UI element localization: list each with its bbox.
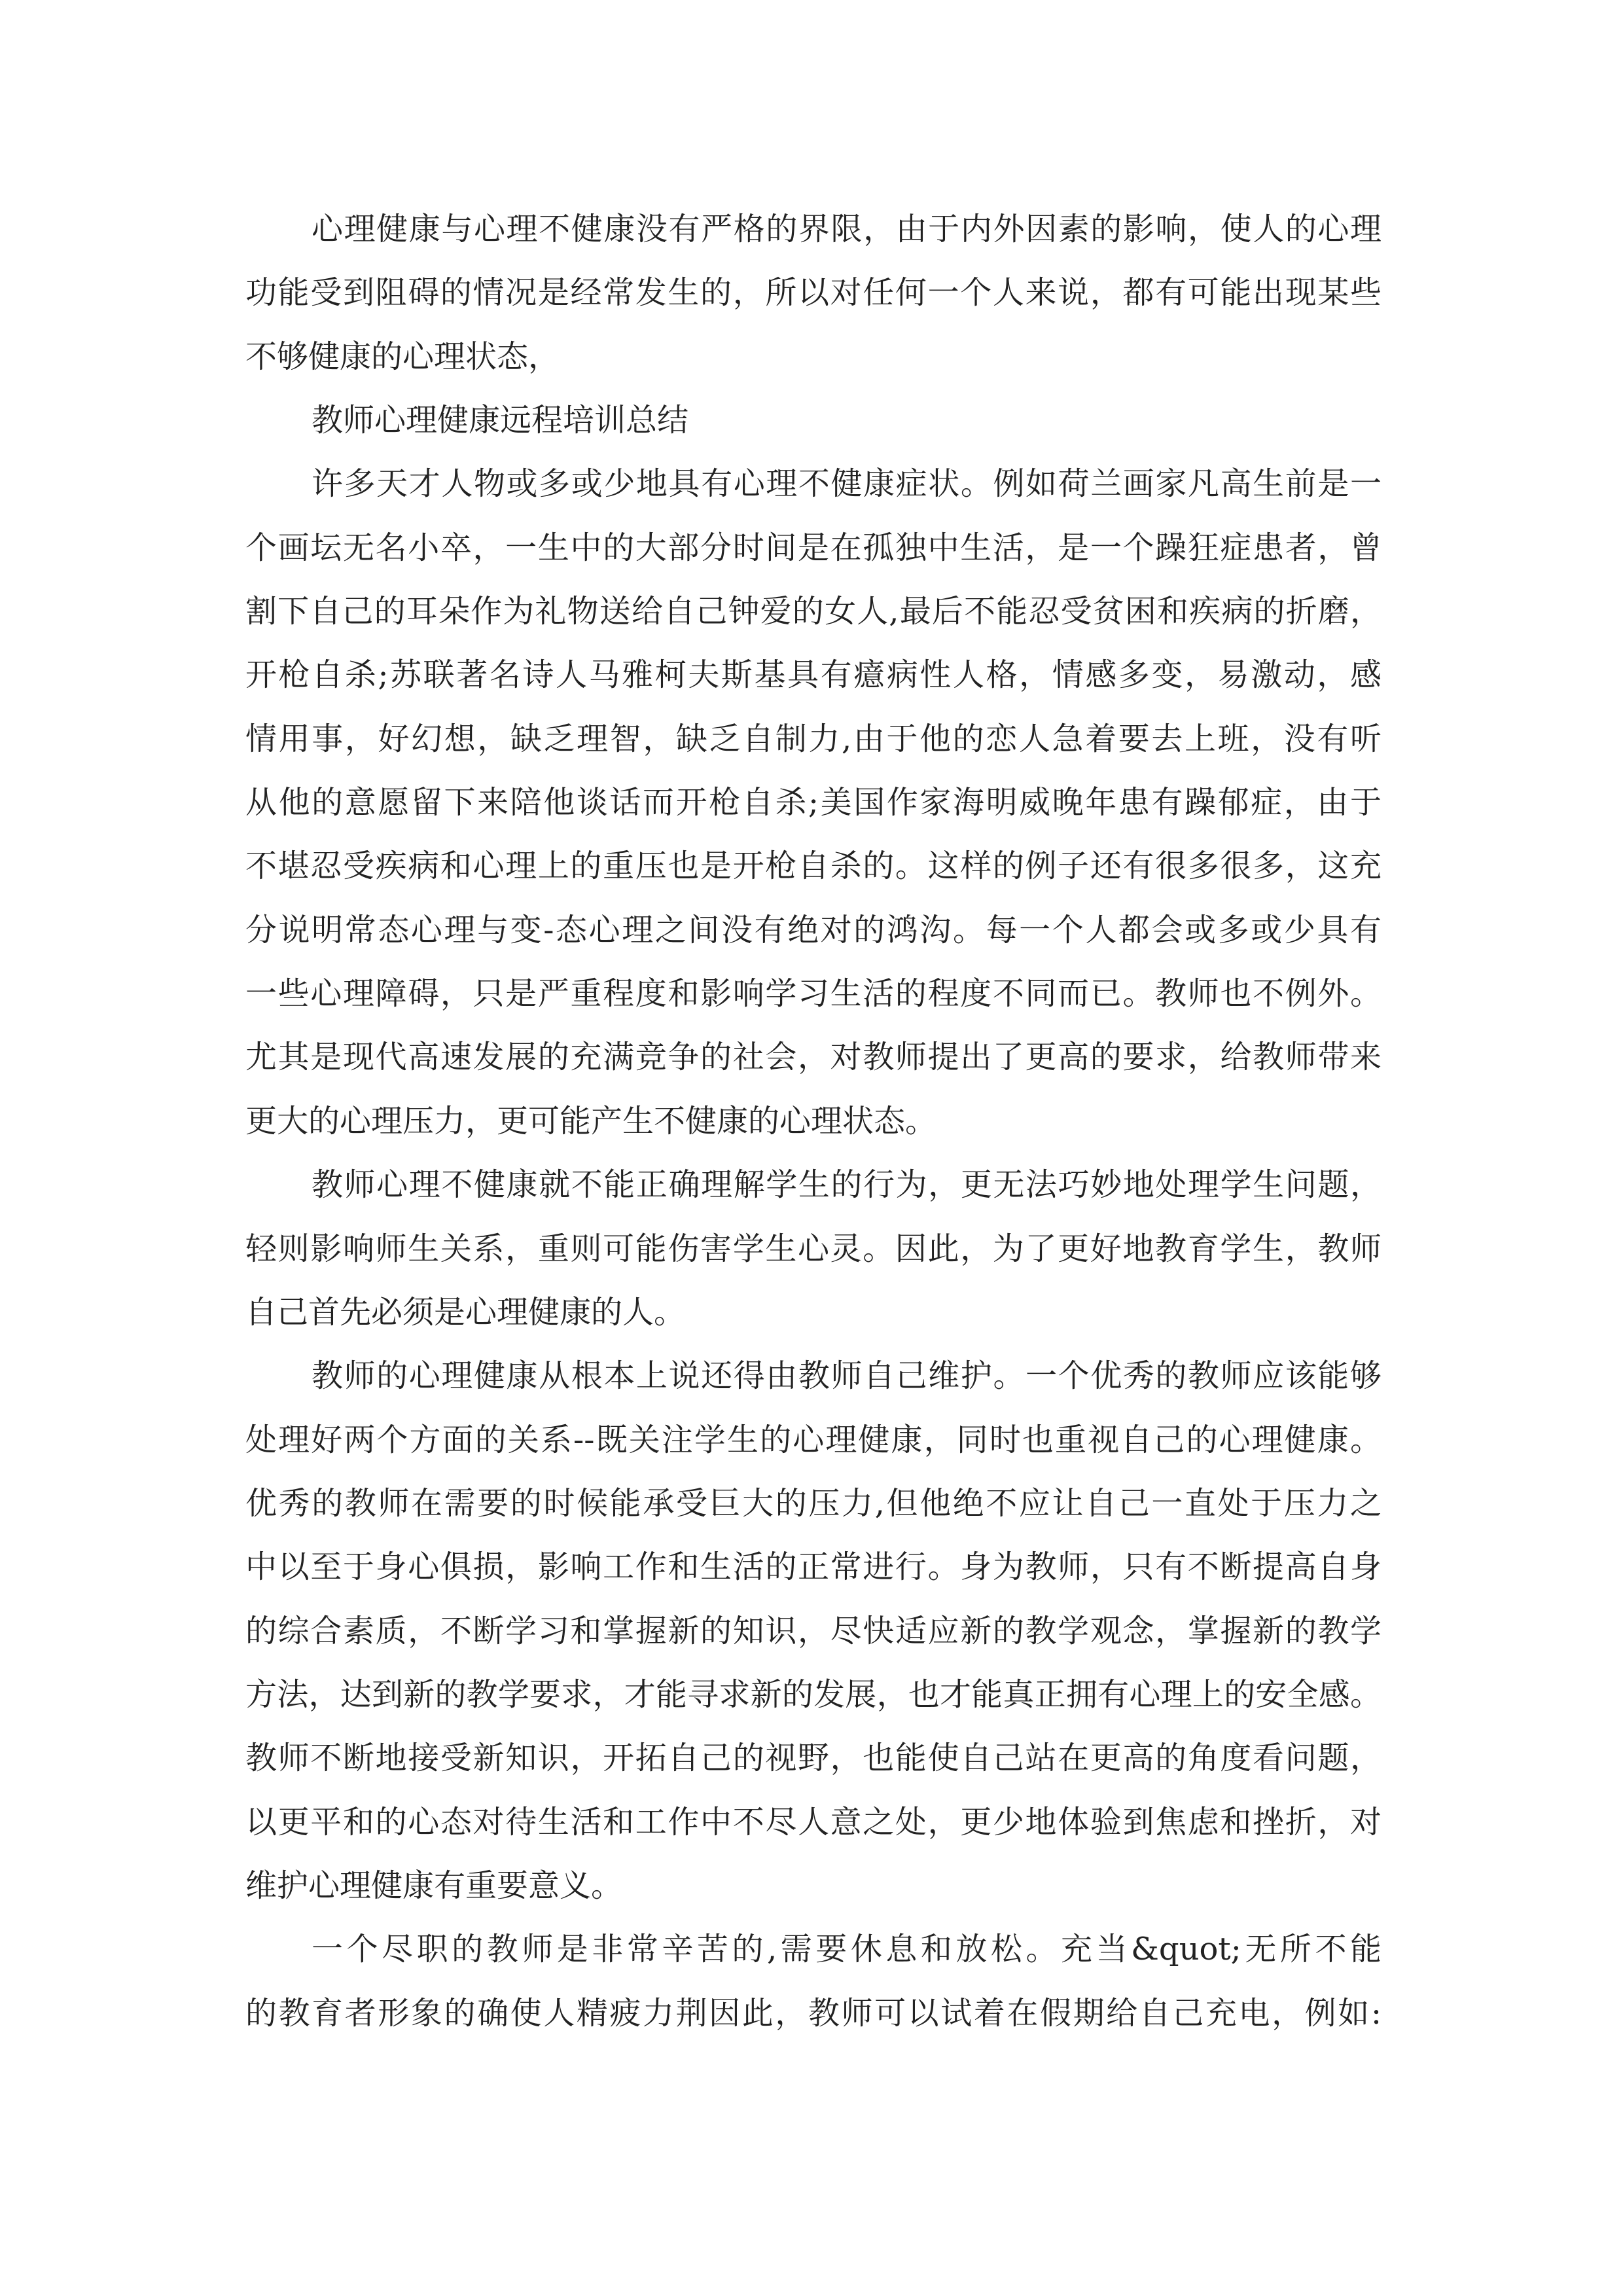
paragraph-1: [245, 198, 1382, 389]
paragraph-line: 不堪忍受疾病和心理上的重压也是开枪自杀的。这样的例子还有很多很多，这充: [245, 848, 1382, 885]
paragraph-line: 一个尽职的教师是非常辛苦的,需要休息和放松。充当&quot;无所不能: [312, 1931, 1382, 1968]
paragraph-line: 教师心理不健康就不能正确理解学生的行为，更无法巧妙地处理学生问题，: [312, 1166, 1382, 1204]
paragraph-line: 自己首先必须是心理健康的人。: [245, 1293, 686, 1331]
paragraph-line: 割下自己的耳朵作为礼物送给自己钟爱的女人,最后不能忍受贫困和疾病的折磨，: [245, 593, 1382, 630]
paragraph-3: [245, 1153, 1382, 1344]
paragraph-line: 以更平和的心态对待生活和工作中不尽人意之处，更少地体验到焦虑和挫折，对: [245, 1803, 1382, 1840]
paragraph-line: 心理健康与心理不健康没有严格的界限，由于内外因素的影响，使人的心理: [312, 211, 1382, 247]
paragraph-line: 功能受到阻碍的情况是经常发生的，所以对任何一个人来说，都有可能出现某些: [245, 274, 1382, 312]
section-title-text: 教师心理健康远程培训总结: [312, 402, 689, 439]
paragraph-line: 从他的意愿留下来陪他谈话而开枪自杀;美国作家海明威晚年患有躁郁症，由于: [245, 784, 1382, 821]
paragraph-5: [245, 1918, 1382, 2045]
paragraph-line: 轻则影响师生关系，重则可能伤害学生心灵。因此，为了更好地教育学生，教师: [245, 1230, 1382, 1267]
paragraph-line: 教师的心理健康从根本上说还得由教师自己维护。一个优秀的教师应该能够: [312, 1357, 1382, 1395]
paragraph-line: 一些心理障碍，只是严重程度和影响学习生活的程度不同而已。教师也不例外。: [245, 975, 1382, 1013]
paragraph-line: 的教育者形象的确使人精疲力荆因此，教师可以试着在假期给自己充电，例如:: [245, 1994, 1382, 2032]
paragraph-2: [245, 452, 1382, 1153]
paragraph-line: 维护心理健康有重要意义。: [245, 1867, 623, 1904]
paragraph-4: [245, 1344, 1382, 1918]
section-title: [245, 389, 1382, 452]
paragraph-line: 处理好两个方面的关系--既关注学生的心理健康，同时也重视自己的心理健康。: [245, 1421, 1382, 1458]
paragraph-line: 不够健康的心理状态，: [245, 338, 560, 375]
paragraph-line: 教师不断地接受新知识，开拓自己的视野，也能使自己站在更高的角度看问题，: [245, 1740, 1382, 1777]
paragraph-line: 优秀的教师在需要的时候能承受巨大的压力,但他绝不应让自己一直处于压力之: [245, 1484, 1382, 1522]
paragraph-line: 中以至于身心俱损，影响工作和生活的正常进行。身为教师，只有不断提高自身: [245, 1549, 1382, 1586]
paragraph-line: 尤其是现代高速发展的充满竞争的社会，对教师提出了更高的要求，给教师带来: [245, 1039, 1382, 1076]
paragraph-line: 方法，达到新的教学要求，才能寻求新的发展，也才能真正拥有心理上的安全感。: [245, 1676, 1382, 1713]
paragraph-line: 个画坛无名小卒，一生中的大部分时间是在孤独中生活，是一个躁狂症患者，曾: [245, 529, 1382, 566]
paragraph-line: 许多天才人物或多或少地具有心理不健康症状。例如荷兰画家凡高生前是一: [312, 465, 1382, 503]
paragraph-line: 更大的心理压力，更可能产生不健康的心理状态。: [245, 1102, 937, 1139]
paragraph-line: 的综合素质，不断学习和掌握新的知识，尽快适应新的教学观念，掌握新的教学: [245, 1612, 1382, 1649]
document-body: [245, 198, 1382, 2045]
paragraph-line: 开枪自杀;苏联著名诗人马雅柯夫斯基具有癔病性人格，情感多变，易激动，感: [245, 656, 1382, 694]
paragraph-line: 情用事，好幻想，缺乏理智，缺乏自制力,由于他的恋人急着要去上班，没有听: [245, 720, 1382, 757]
paragraph-line: 分说明常态心理与变-态心理之间没有绝对的鸿沟。每一个人都会或多或少具有: [245, 911, 1382, 948]
